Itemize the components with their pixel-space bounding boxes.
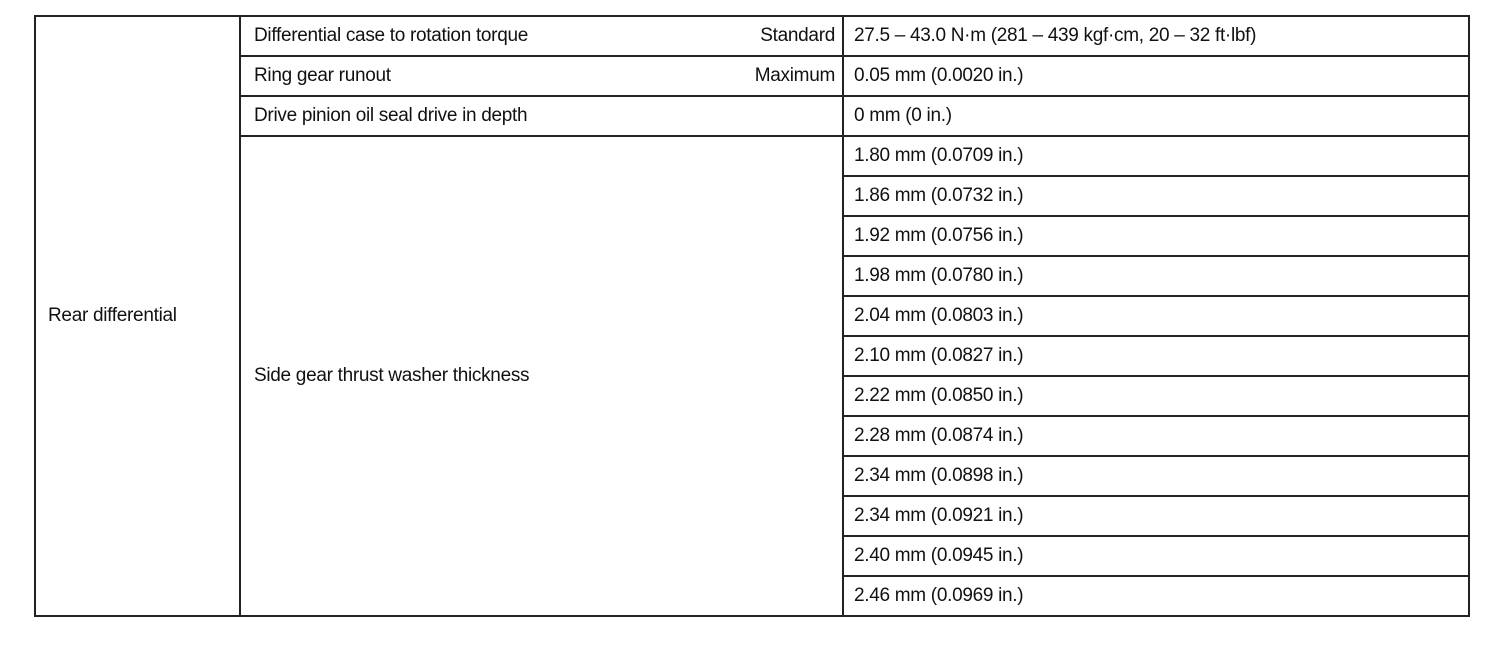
value-cell	[843, 296, 1469, 336]
table-row	[35, 96, 1469, 136]
value-text: 1.80 mm (0.0709 in.)	[854, 145, 1024, 166]
qualifier-label: Maximum	[754, 65, 835, 86]
value-cell	[843, 536, 1469, 576]
value-cell	[843, 256, 1469, 296]
item-cell	[240, 56, 843, 96]
item-cell	[240, 16, 843, 56]
value-cell	[843, 16, 1469, 56]
item-label: Ring gear runout	[254, 65, 391, 86]
spec-table	[34, 15, 1470, 617]
item-label: Differential case to rotation torque	[254, 25, 529, 46]
table-row	[35, 16, 1469, 56]
table-row	[35, 136, 1469, 176]
value-text: 2.40 mm (0.0945 in.)	[854, 545, 1024, 566]
value-text: 2.46 mm (0.0969 in.)	[854, 585, 1024, 606]
value-text: 2.34 mm (0.0898 in.)	[854, 465, 1024, 486]
value-cell	[843, 376, 1469, 416]
value-cell	[843, 576, 1469, 616]
item-cell	[240, 96, 843, 136]
item-label: Drive pinion oil seal drive in depth	[254, 105, 528, 126]
section-label: Rear differential	[48, 305, 177, 326]
value-text: 0 mm (0 in.)	[854, 105, 952, 126]
value-cell	[843, 216, 1469, 256]
value-text: 1.98 mm (0.0780 in.)	[854, 265, 1024, 286]
item-cell	[240, 136, 843, 616]
section-cell	[35, 16, 240, 616]
value-text: 27.5 – 43.0 N·m (281 – 439 kgf·cm, 20 – 32 ft·lbf)	[854, 25, 1257, 46]
value-text: 2.10 mm (0.0827 in.)	[854, 345, 1024, 366]
value-text: 2.28 mm (0.0874 in.)	[854, 425, 1024, 446]
value-cell	[843, 96, 1469, 136]
value-cell	[843, 176, 1469, 216]
value-text: 2.34 mm (0.0921 in.)	[854, 505, 1024, 526]
value-cell	[843, 136, 1469, 176]
value-text: 1.92 mm (0.0756 in.)	[854, 225, 1024, 246]
value-text: 1.86 mm (0.0732 in.)	[854, 185, 1024, 206]
value-text: 2.22 mm (0.0850 in.)	[854, 385, 1024, 406]
value-cell	[843, 456, 1469, 496]
value-text: 2.04 mm (0.0803 in.)	[854, 305, 1024, 326]
value-cell	[843, 496, 1469, 536]
item-label: Side gear thrust washer thickness	[254, 365, 530, 386]
value-cell	[843, 416, 1469, 456]
qualifier-label: Standard	[760, 25, 835, 46]
value-cell	[843, 336, 1469, 376]
value-cell	[843, 56, 1469, 96]
value-text: 0.05 mm (0.0020 in.)	[854, 65, 1024, 86]
table-row	[35, 56, 1469, 96]
